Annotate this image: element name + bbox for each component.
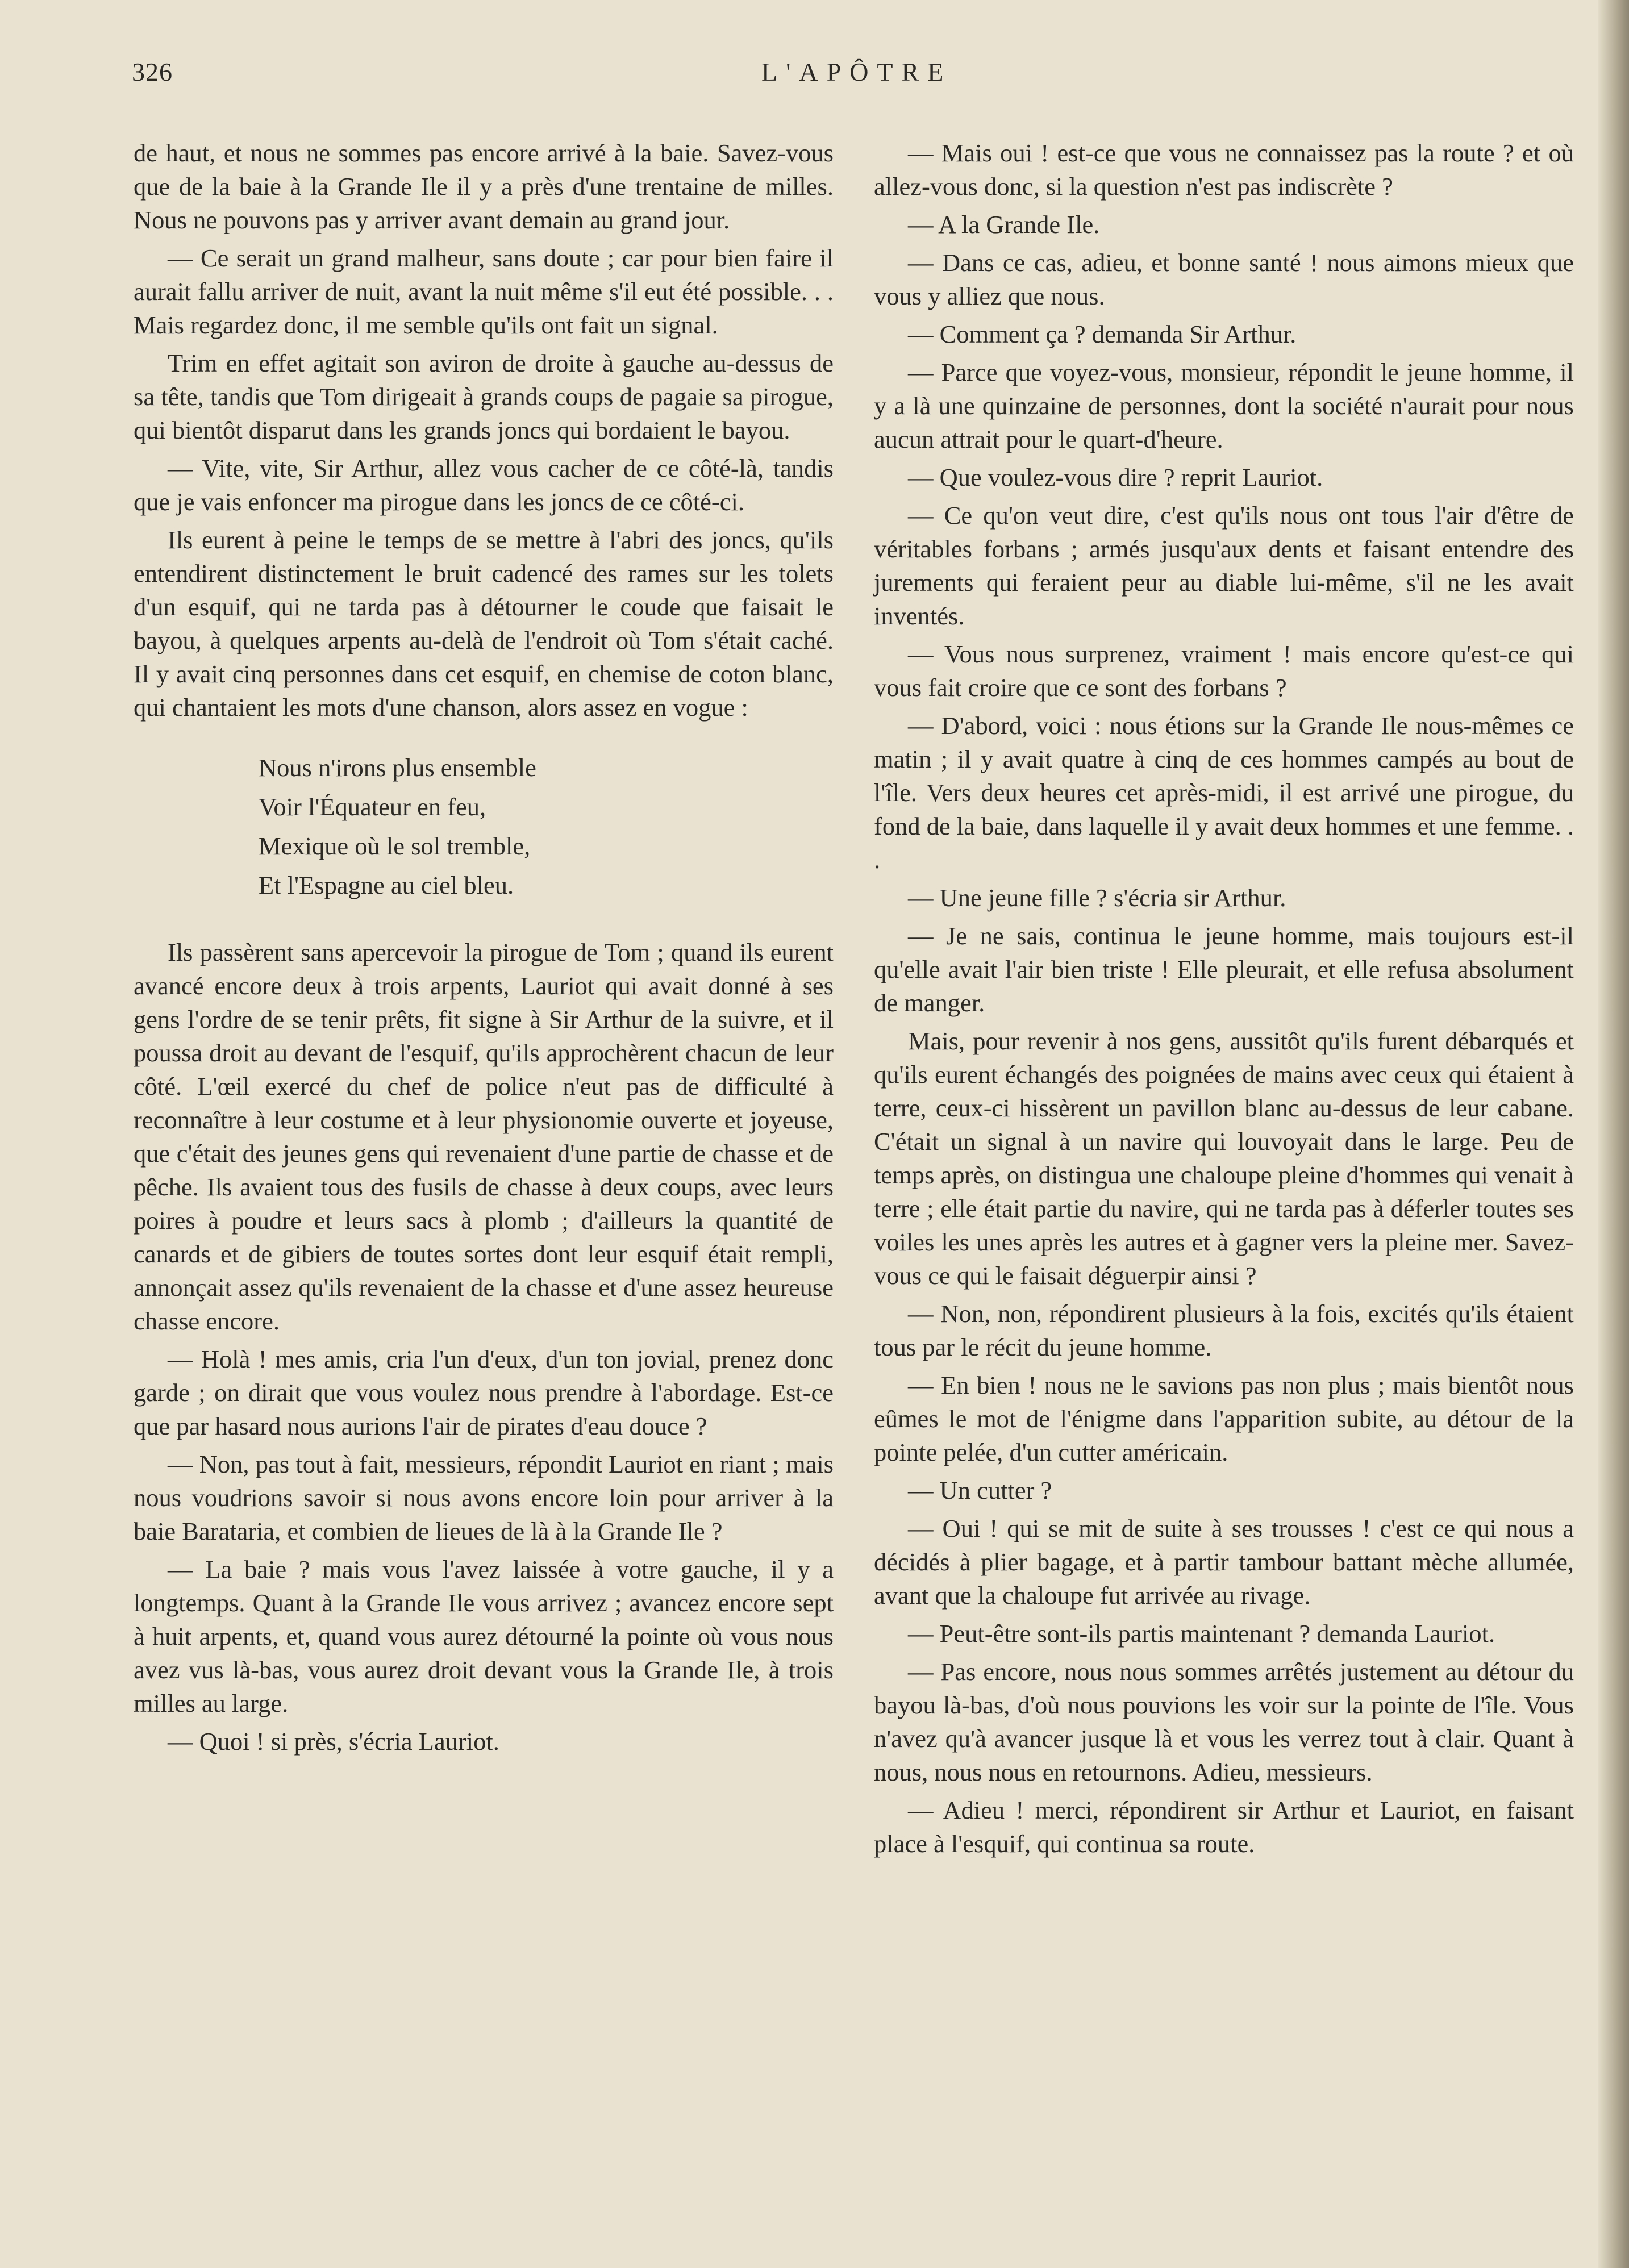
paragraph: Ils eurent à peine le temps de se mettre à l'abri des joncs, qu'ils entendirent distinctement le bruit cadencé des rames sur les tolets d'un esquif, qui ne tarda pas à détourner le coude que faisait le bayou, à quelques arpents au-delà de l'endroit où Tom s'était caché. Il y avait cinq personnes dans cet esquif, en chemise de coton blanc, qui chantaient les mots d'une chanson, alors assez en vogue : — [134, 526, 834, 722]
verse-line: Nous n'irons plus ensemble — [259, 753, 536, 782]
page-edge-shadow — [1598, 0, 1629, 2268]
paragraph: — Une jeune fille ? s'écria sir Arthur. — [908, 883, 1286, 912]
paragraph: — La baie ? mais vous l'avez laissée à votre gauche, il y a longtemps. Quant à la Grande Ile vous arrivez ; avancez encore sept à huit arpents, et, quand vous aurez détourné la pointe où vous nous avez vus là-bas, vous aurez droit devant vous la Grande Ile, à trois milles au large. — [134, 1555, 834, 1717]
right-column — [874, 136, 1574, 1865]
paragraph: — Non, non, répondirent plusieurs à la fois, excités qu'ils étaient tous par le récit du jeune homme. — [874, 1299, 1574, 1361]
paragraph: de haut, et nous ne sommes pas encore arrivé à la baie. Savez-vous que de la baie à la Grande Ile il y a près d'une trentaine de milles. Nous ne pouvons pas y arriver avant demain au grand jour. — [134, 139, 834, 234]
paragraph: — Peut-être sont-ils partis maintenant ? demanda Lauriot. — [908, 1619, 1495, 1648]
paragraph: — Que voulez-vous dire ? reprit Lauriot. — [908, 463, 1323, 491]
paragraph: — Vite, vite, Sir Arthur, allez vous cacher de ce côté-là, tandis que je vais enfoncer ma pirogue dans les joncs de ce côté-ci. — [134, 454, 834, 516]
paragraph: — En bien ! nous ne le savions pas non plus ; mais bientôt nous eûmes le mot de l'énigme dans l'apparition subite, au détour de la pointe pelée, d'un cutter américain. — [874, 1371, 1574, 1466]
paragraph: Trim en effet agitait son aviron de droite à gauche au-dessus de sa tête, tandis que Tom dirigeait à grands coups de pagaie sa pirogue, qui bientôt disparut dans les grands joncs qui bordaient le bayou. — [134, 349, 834, 444]
paragraph: — Dans ce cas, adieu, et bonne santé ! nous aimons mieux que vous y alliez que nous. — [874, 248, 1574, 310]
paragraph: — A la Grande Ile. — [908, 210, 1100, 239]
paragraph: Mais, pour revenir à nos gens, aussitôt qu'ils furent débarqués et qu'ils eurent échangés des poignées de mains avec ceux qui étaient à terre, ceux-ci hissèrent un pavillon blanc au-dessus de leur cabane. C'était un signal à un navire qui louvoyait dans le large. Peu de temps après, on distingua une chaloupe pleine d'hommes qui venait à terre ; elle était partie du navire, qui ne tarda pas à déferler toutes ses voiles les unes après les autres et à gagner vers la pleine mer. Savez-vous ce qui le faisait déguerpir ainsi ? — [874, 1027, 1574, 1290]
verse-line: Mexique où le sol tremble, — [259, 832, 531, 860]
paragraph: — Non, pas tout à fait, messieurs, répondit Lauriot en riant ; mais nous voudrions savoir si nous avons encore loin pour arriver à la baie Barataria, et combien de lieues de là à la Grande Ile ? — [134, 1450, 834, 1545]
page-header — [0, 57, 1629, 102]
paragraph: — Vous nous surprenez, vraiment ! mais encore qu'est-ce qui vous fait croire que ce sont des forbans ? — [874, 640, 1574, 702]
paragraph: — Parce que voyez-vous, monsieur, répondit le jeune homme, il y a là une quinzaine de personnes, dont la société n'aurait pour nous aucun attrait pour le quart-d'heure. — [874, 358, 1574, 453]
paragraph: — Holà ! mes amis, cria l'un d'eux, d'un ton jovial, prenez donc garde ; on dirait que vous voulez nous prendre à l'abordage. Est-ce que par hasard nous aurions l'air de pirates d'eau douce ? — [134, 1345, 834, 1440]
paragraph: — D'abord, voici : nous étions sur la Grande Ile nous-mêmes ce matin ; il y avait quatre à cinq de ces hommes campés au bout de l'île. Vers deux heures cet après-midi, il est arrivé une pirogue, du fond de la baie, dans laquelle il y avait deux hommes et une femme. . . — [874, 711, 1574, 874]
paragraph: — Ce qu'on veut dire, c'est qu'ils nous ont tous l'air d'être de véritables forbans ; armés jusqu'aux dents et faisant entendre des jurements qui feraient peur au diable lui-même, s'il ne les avait inventés. — [874, 501, 1574, 630]
song-verse — [259, 748, 834, 905]
paragraph: — Mais oui ! est-ce que vous ne connaissez pas la route ? et où allez-vous donc, si la question n'est pas indiscrète ? — [874, 139, 1574, 201]
left-column — [134, 136, 834, 1763]
paragraph: — Je ne sais, continua le jeune homme, mais toujours est-il qu'elle avait l'air bien triste ! Elle pleurait, et elle refusa absolument de manger. — [874, 922, 1574, 1017]
running-title: L'APÔTRE — [761, 57, 952, 86]
paragraph: — Un cutter ? — [908, 1476, 1052, 1504]
page-number: 326 — [132, 57, 173, 86]
paragraph: Ils passèrent sans apercevoir la pirogue de Tom ; quand ils eurent avancé encore deux à trois arpents, Lauriot qui avait donné à ses gens l'ordre de se tenir prêts, fit signe à Sir Arthur de la suivre, et il poussa droit au devant de l'esquif, qu'ils approchèrent chacun de leur côté. L'œil exercé du chef de police n'eut pas de difficulté à reconnaître à leur costume et à leur physionomie ouverte et joyeuse, que c'était des jeunes gens qui revenaient d'une partie de chasse et de pêche. Ils avaient tous des fusils de chasse à deux coups, avec leurs poires à poudre et leurs sacs à plomb ; d'ailleurs la quantité de canards et de gibiers de toutes sortes dont leur esquif était rempli, annonçait assez qu'ils revenaient de la chasse et d'une assez heureuse chasse encore. — [134, 938, 834, 1335]
paragraph: — Quoi ! si près, s'écria Lauriot. — [168, 1727, 499, 1756]
verse-line: Voir l'Équateur en feu, — [259, 793, 486, 821]
paragraph: — Adieu ! merci, répondirent sir Arthur et Lauriot, en faisant place à l'esquif, qui continua sa route. — [874, 1796, 1574, 1858]
paragraph: — Comment ça ? demanda Sir Arthur. — [908, 320, 1297, 348]
paragraph: — Oui ! qui se mit de suite à ses trousses ! c'est ce qui nous a décidés à plier bagage, et à partir tambour battant mèche allumée, avant que la chaloupe fut arrivée au rivage. — [874, 1514, 1574, 1610]
paragraph: — Ce serait un grand malheur, sans doute ; car pour bien faire il aurait fallu arriver de nuit, avant la nuit même s'il eut été possible. . . Mais regardez donc, il me semble qu'ils ont fait un signal. — [134, 244, 834, 339]
paragraph: — Pas encore, nous nous sommes arrêtés justement au détour du bayou là-bas, d'où nous pouvions les voir sur la pointe de l'île. Vous n'avez qu'à avancer jusque là et vous les verrez tout à clair. Quant à nous, nous nous en retournons. Adieu, messieurs. — [874, 1657, 1574, 1786]
verse-line: Et l'Espagne au ciel bleu. — [259, 871, 514, 899]
